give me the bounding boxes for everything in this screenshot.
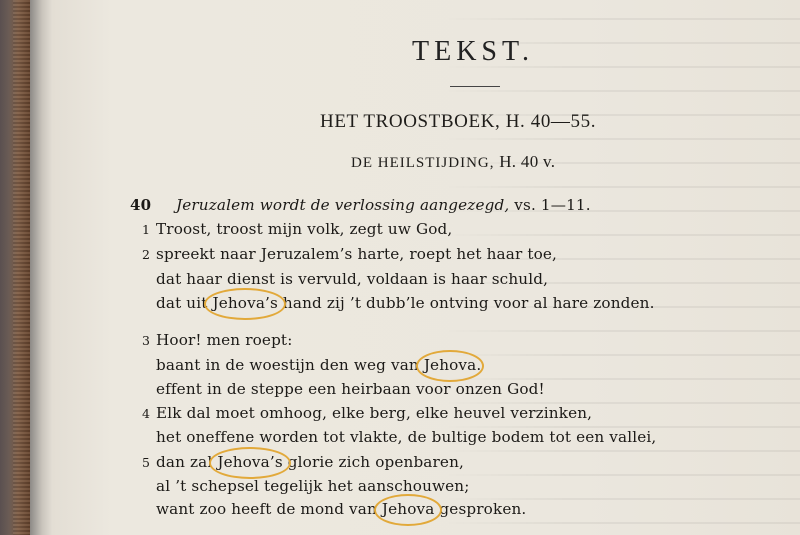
verse-number: 2 <box>142 247 151 262</box>
verse-line: Troost, troost mijn volk, zegt uw God, <box>156 220 453 238</box>
chapter-heading <box>176 196 591 214</box>
highlighted-word: Jehova <box>381 500 435 518</box>
book-subtitle: HET TROOSTBOEK, H. 40—55. <box>320 111 597 132</box>
verse-line: effent in de steppe een heirbaan voor onzen God! <box>156 380 545 398</box>
book-binding <box>0 0 30 535</box>
section-heading <box>351 152 555 172</box>
verse-line <box>156 453 464 471</box>
verse-text: want zoo heeft de mond van <box>156 500 382 518</box>
verse-line: het oneffene worden tot vlakte, de bultige bodem tot een vallei, <box>156 428 657 446</box>
verse-text: baant in de woestijn den weg van <box>156 356 424 374</box>
highlighted-word: Jehova’s <box>212 294 278 312</box>
verse-line <box>156 294 655 312</box>
page-title: TEKST. <box>412 36 535 67</box>
verse-number: 5 <box>142 455 151 470</box>
verse-line <box>156 356 481 374</box>
verse-text: . <box>476 356 482 374</box>
chapter-number: 40 <box>130 196 152 214</box>
highlighted-word: Jehova <box>423 356 477 374</box>
section-label: DE HEILSTIJDING, <box>351 155 495 171</box>
highlighted-word: Jehova’s <box>217 453 283 471</box>
verse-line: spreekt naar Jeruzalem’s harte, roept het haar toe, <box>156 245 558 263</box>
verse-text: dan zal <box>156 453 218 471</box>
verse-line: Elk dal moet omhoog, elke berg, elke heuvel verzinken, <box>156 404 593 422</box>
chapter-heading-text: Jeruzalem wordt de verlossing aangezegd, <box>176 196 510 214</box>
verse-line: dat haar dienst is vervuld, voldaan is haar schuld, <box>156 270 549 288</box>
verse-number: 4 <box>142 406 151 421</box>
verse-text: hand zij ’t dubb’le ontving voor al hare zonden. <box>277 294 655 312</box>
verse-line: Hoor! men roept: <box>156 331 293 349</box>
verse-number: 3 <box>142 333 151 348</box>
verse-text: glorie zich openbaren, <box>282 453 464 471</box>
title-rule <box>450 86 500 87</box>
chapter-heading-ref: vs. 1—11. <box>514 196 591 214</box>
section-ref: H. 40 v. <box>499 152 556 171</box>
page-gutter <box>30 0 52 535</box>
verse-line: al ’t schepsel tegelijk het aanschouwen; <box>156 477 470 495</box>
verse-line <box>156 500 526 518</box>
verse-number: 1 <box>142 222 151 237</box>
verse-text: dat uit <box>156 294 213 312</box>
verse-text: gesproken. <box>434 500 527 518</box>
bleed-through-text <box>442 0 800 535</box>
